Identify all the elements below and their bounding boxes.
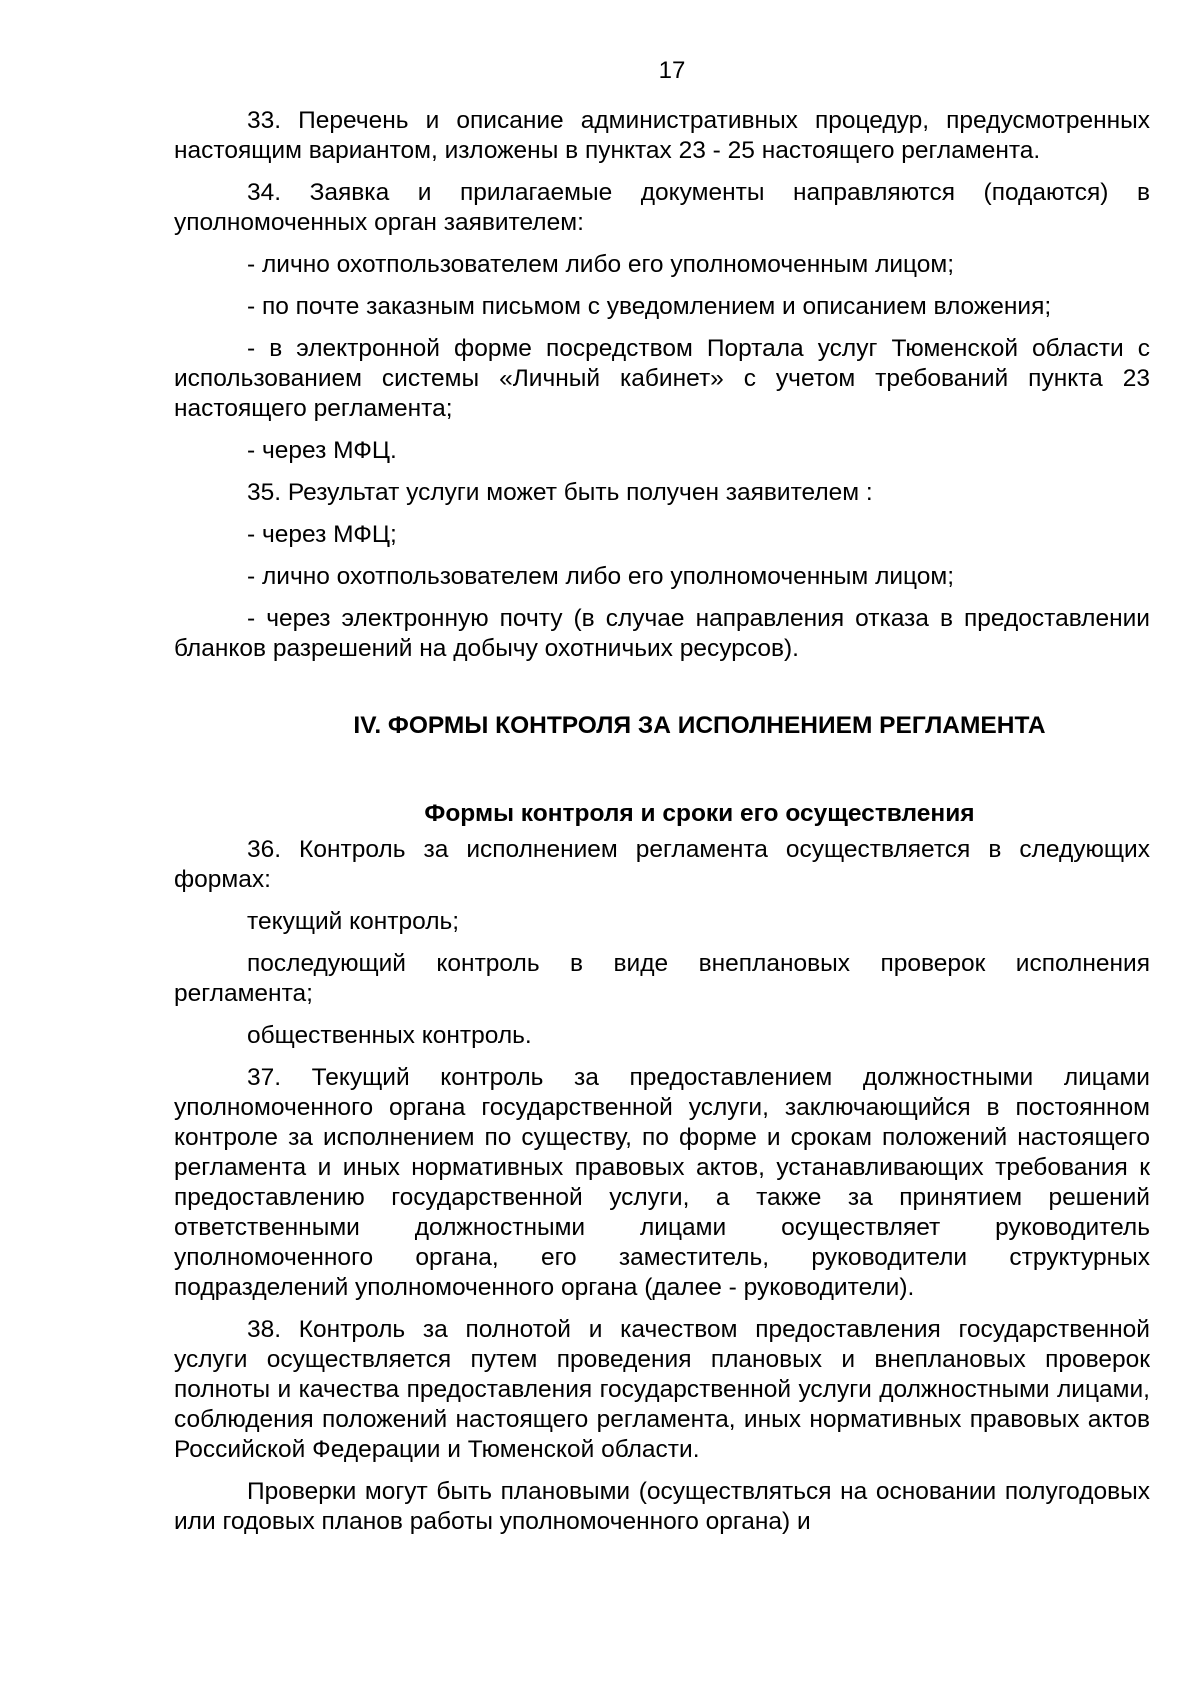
page-number: 17 (658, 57, 686, 84)
document-page (174, 55, 1150, 1549)
paragraph-inspections: Проверки могут быть плановыми (осуществляться на основании полугодовых или годовых планов работы уполномоченного органа) и (174, 1478, 1150, 1535)
paragraph-37: 37. Текущий контроль за предоставлением должностными лицами уполномоченного органа государственной услуги, заключающийся в постоянном контроле за исполнением по существу, по форме и срокам положений настоящего регламента и иных нормативных правовых актов, устанавливающих требования к предоставлению государственной услуги, а также за принятием решений ответственными должностными лицами осуществляет руководитель уполномоченного органа, его заместитель, руководители структурных подразделений уполномоченного органа (далее - руководители). (174, 1064, 1150, 1301)
list-item: общественных контроль. (247, 1022, 532, 1049)
list-item: - через МФЦ; (247, 521, 397, 548)
section-title: IV. ФОРМЫ КОНТРОЛЯ ЗА ИСПОЛНЕНИЕМ РЕГЛАМЕНТА (353, 712, 1046, 739)
paragraph-34: 34. Заявка и прилагаемые документы направляются (подаются) в уполномоченных орган заявителем: (174, 179, 1150, 236)
list-item: - по почте заказным письмом с уведомлением и описанием вложения; (247, 293, 1052, 320)
paragraph-36: 36. Контроль за исполнением регламента осуществляется в следующих формах: (174, 836, 1150, 893)
list-item: последующий контроль в виде внеплановых проверок исполнения регламента; (174, 950, 1150, 1007)
paragraph-38: 38. Контроль за полнотой и качеством предоставления государственной услуги осуществляется путем проведения плановых и внеплановых проверок полноты и качества предоставления государственной услуги должностными лицами, соблюдения положений настоящего регламента, иных нормативных правовых актов Российской Федерации и Тюменской области. (174, 1316, 1150, 1463)
subsection-title: Формы контроля и сроки его осуществления (424, 800, 975, 827)
paragraph-35: 35. Результат услуги может быть получен заявителем : (247, 479, 873, 506)
list-item: - через МФЦ. (247, 437, 397, 464)
list-item: - через электронную почту (в случае направления отказа в предоставлении бланков разрешений на добычу охотничьих ресурсов). (174, 605, 1150, 662)
list-item: текущий контроль; (247, 908, 460, 935)
paragraph-33: 33. Перечень и описание административных процедур, предусмотренных настоящим вариантом, изложены в пунктах 23 - 25 настоящего регламента. (174, 107, 1150, 164)
list-item: - лично охотпользователем либо его уполномоченным лицом; (247, 251, 955, 278)
list-item: - в электронной форме посредством Портала услуг Тюменской области с использованием системы «Личный кабинет» с учетом требований пункта 23 настоящего регламента; (174, 335, 1150, 422)
list-item: - лично охотпользователем либо его уполномоченным лицом; (247, 563, 955, 590)
